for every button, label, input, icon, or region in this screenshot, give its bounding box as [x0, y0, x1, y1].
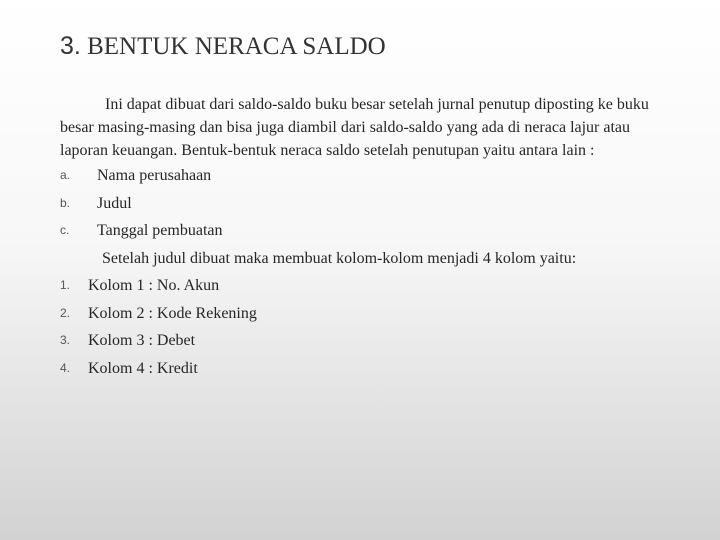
list-item [60, 190, 660, 218]
list-item [60, 300, 660, 328]
list-item [60, 217, 660, 245]
list-item-text: Kolom 2 : Kode Rekening [88, 304, 257, 322]
list-marker: b. [60, 195, 71, 210]
list-item-text: Kolom 4 : Kredit [88, 359, 198, 377]
list-item-text: Kolom 1 : No. Akun [88, 277, 220, 294]
list-marker: 3. [60, 333, 71, 347]
list-item [60, 355, 660, 383]
slide-title [60, 32, 386, 61]
list-item [60, 162, 660, 190]
title-text: BENTUK NERACA SALDO [87, 33, 386, 60]
list-marker: 2. [60, 305, 71, 320]
list-item-text: Nama perusahaan [97, 167, 212, 184]
list-item-text: Judul [97, 194, 132, 212]
list-item-text: Kolom 3 : Debet [88, 332, 196, 349]
list-item [60, 327, 660, 355]
list-item-text: Tanggal pembuatan [97, 222, 223, 239]
alpha-list [60, 162, 660, 245]
slide-body [60, 93, 660, 382]
title-number: 3. [60, 32, 81, 60]
list-marker: 4. [60, 360, 71, 375]
intro-paragraph: Ini dapat dibuat dari saldo-saldo buku besar setelah jurnal penutup diposting ke buku besar masing-masing dan bisa juga diambil dari saldo-saldo yang ada di neraca lajur atau laporan keuangan. Bentuk-bentuk neraca saldo setelah penutupan yaitu antara lain : [60, 96, 649, 159]
numbered-list [60, 272, 660, 382]
list-marker: a. [60, 168, 71, 182]
list-marker: c. [60, 223, 70, 237]
columns-note: Setelah judul dibuat maka membuat kolom-kolom menjadi 4 kolom yaitu: [102, 249, 577, 267]
list-item [60, 272, 660, 300]
list-marker: 1. [60, 278, 71, 292]
